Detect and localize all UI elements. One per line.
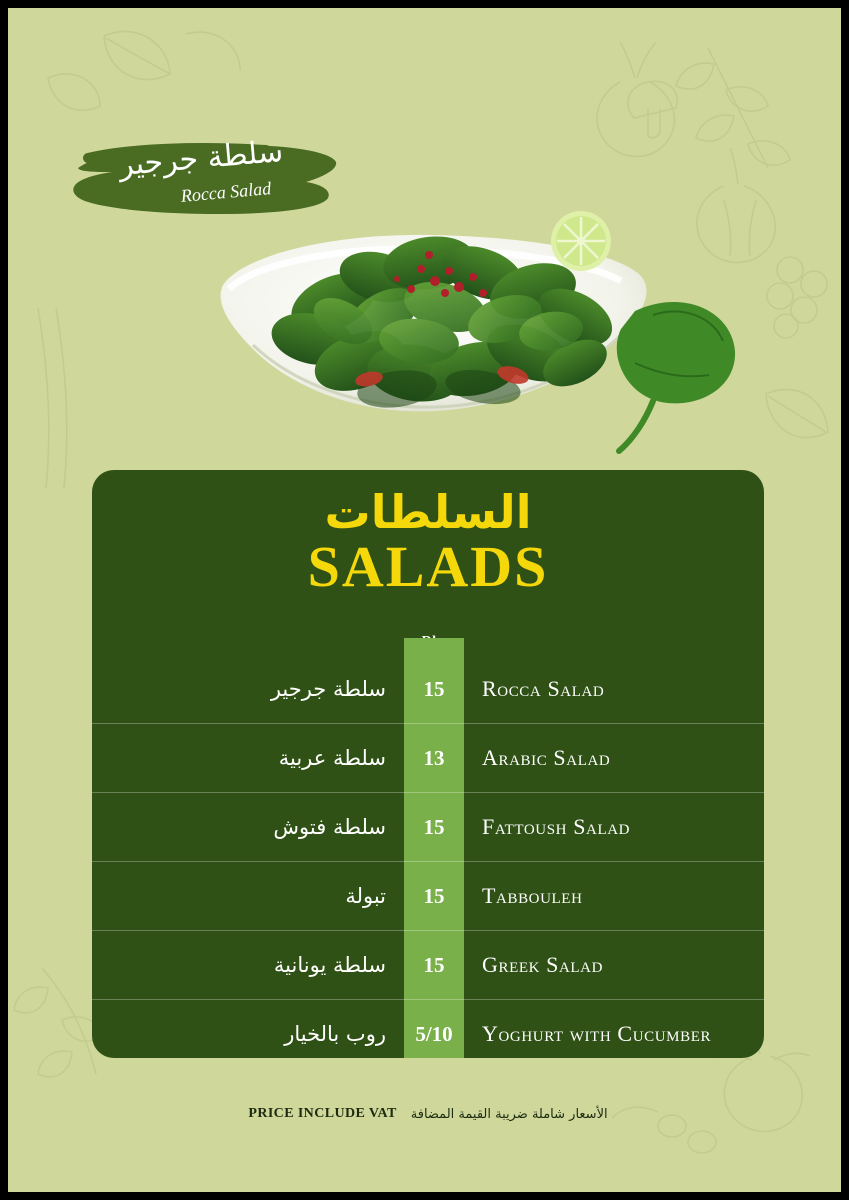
menu-item-row[interactable]: [92, 724, 764, 793]
item-price: 13: [423, 745, 445, 770]
item-name-english: Greek Salad: [482, 952, 604, 977]
item-name-english: Rocca Salad: [482, 676, 605, 701]
footer-arabic: الأسعار شاملة ضريبة القيمة المضافة: [410, 1106, 608, 1122]
item-name-arabic: سلطة عربية: [278, 746, 386, 770]
heading-arabic: السلطات: [324, 485, 532, 539]
item-name-arabic: سلطة يونانية: [273, 953, 386, 977]
item-price: 15: [423, 952, 445, 977]
heading-english: SALADS: [307, 534, 549, 600]
menu-item-row[interactable]: [92, 931, 764, 1000]
item-name-arabic: سلطة فتوش: [273, 815, 386, 839]
menu-card: [8, 8, 841, 1192]
item-name-english: Fattoush Salad: [482, 814, 631, 839]
item-price: 15: [423, 814, 445, 839]
dish-name-english: Rocca Salad: [180, 178, 272, 206]
menu-item-row[interactable]: [92, 793, 764, 862]
item-name-english: Arabic Salad: [482, 745, 611, 770]
footer-note: [92, 1106, 764, 1122]
item-price: 15: [423, 676, 445, 701]
menu-item-row[interactable]: [92, 1000, 764, 1058]
item-name-english: Tabbouleh: [482, 883, 583, 908]
panel-heading: [92, 470, 764, 600]
footer-english: PRICE INCLUDE VAT: [248, 1106, 397, 1121]
menu-item-row[interactable]: [92, 655, 764, 724]
salads-panel: [92, 470, 764, 1058]
menu-item-row[interactable]: [92, 862, 764, 931]
item-price: 15: [423, 883, 445, 908]
item-name-english: Yoghurt with Cucumber: [482, 1021, 712, 1046]
dish-name-arabic: سلطة جرجير: [117, 133, 285, 184]
item-name-arabic: سلطة جرجير: [270, 677, 386, 701]
menu-item-list: [92, 655, 764, 1058]
rocca-salad-bowl-photo: [183, 193, 743, 463]
item-price: 5/10: [415, 1021, 453, 1046]
item-name-arabic: تبولة: [345, 884, 386, 908]
item-name-arabic: روب بالخيار: [284, 1022, 386, 1046]
